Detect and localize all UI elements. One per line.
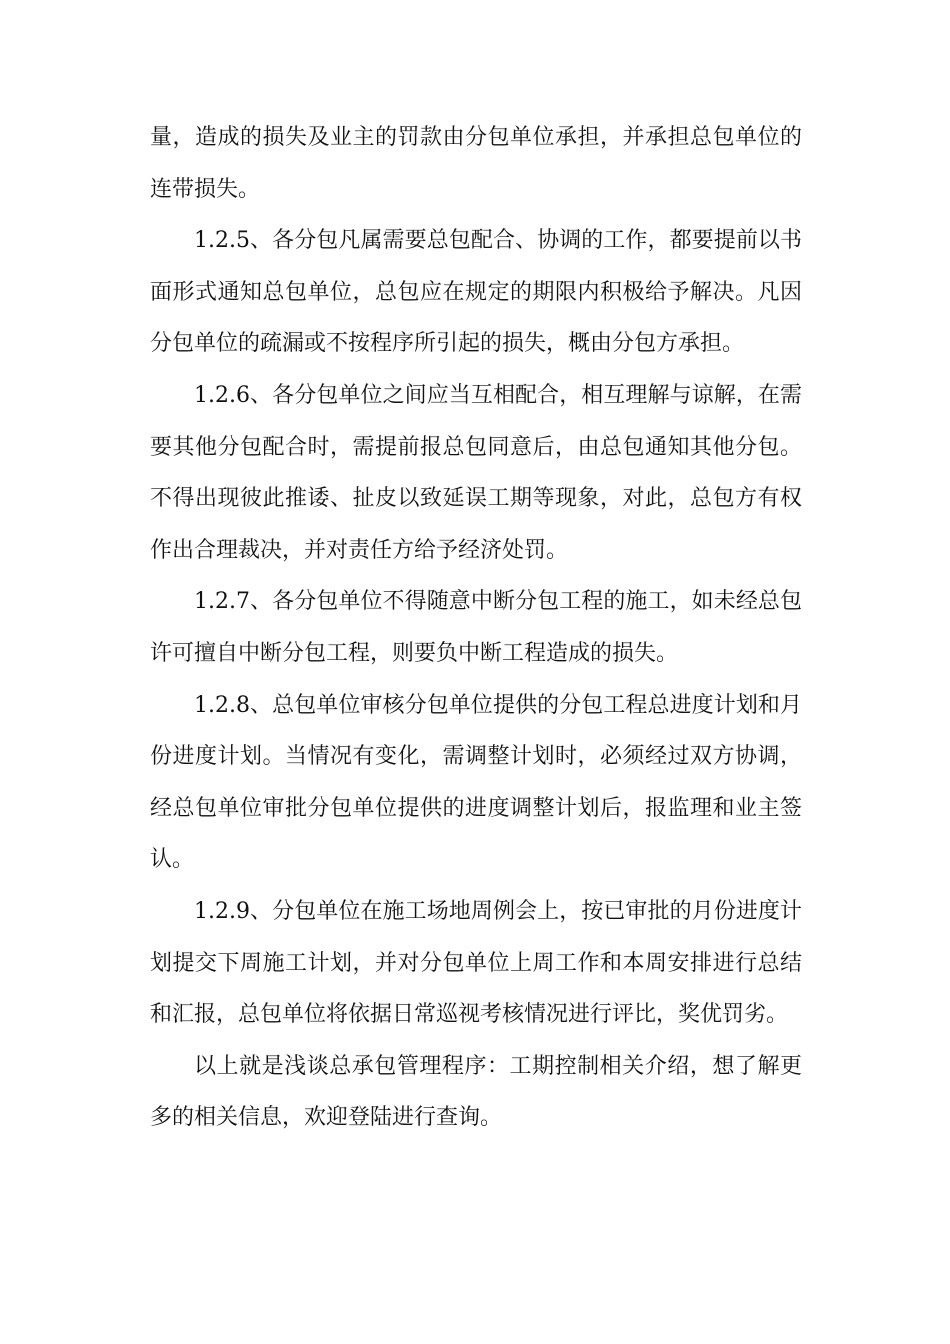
text-line: 以上就是浅谈总承包管理程序：工期控制相关介绍，想了解更: [194, 1053, 802, 1079]
text-line: 1.2.7、各分包单位不得随意中断分包工程的施工，如未经总包: [194, 589, 802, 615]
text-line: 1.2.8、总包单位审核分包单位提供的分包工程总进度计划和月: [194, 692, 802, 718]
text-line: 作出合理裁决，并对责任方给予经济处罚。: [150, 537, 569, 563]
text-line: 不得出现彼此推诿、扯皮以致延误工期等现象，对此，总包方有权: [150, 486, 802, 512]
document-body: [150, 112, 802, 1144]
text-line: 许可擅自中断分包工程，则要负中断工程造成的损失。: [150, 640, 679, 666]
text-line: 1.2.5、各分包凡属需要总包配合、协调的工作，都要提前以书: [194, 228, 802, 254]
text-line: 连带损失。: [150, 176, 261, 202]
text-line: 量，造成的损失及业主的罚款由分包单位承担，并承担总包单位的: [150, 125, 802, 150]
text-line: 认。: [150, 847, 195, 873]
text-line: 1.2.9、分包单位在施工场地周例会上，按已审批的月份进度计: [194, 898, 802, 924]
text-line: 和汇报，总包单位将依据日常巡视考核情况进行评比，奖优罚劣。: [150, 1002, 789, 1028]
text-line: 多的相关信息，欢迎登陆进行查询。: [150, 1105, 503, 1131]
text-line: 面形式通知总包单位，总包应在规定的期限内积极给予解决。凡因: [150, 279, 802, 305]
text-line: 分包单位的疏漏或不按程序所引起的损失，概由分包方承担。: [150, 331, 745, 357]
text-line: 经总包单位审批分包单位提供的进度调整计划后，报监理和业主签: [150, 795, 802, 821]
text-line: 划提交下周施工计划，并对分包单位上周工作和本周安排进行总结: [150, 950, 802, 976]
text-line: 要其他分包配合时，需提前报总包同意后，由总包通知其他分包。: [150, 434, 802, 460]
text-line: 1.2.6、各分包单位之间应当互相配合，相互理解与谅解，在需: [194, 382, 802, 408]
text-line: 份进度计划。当情况有变化，需调整计划时，必须经过双方协调，: [150, 744, 802, 770]
